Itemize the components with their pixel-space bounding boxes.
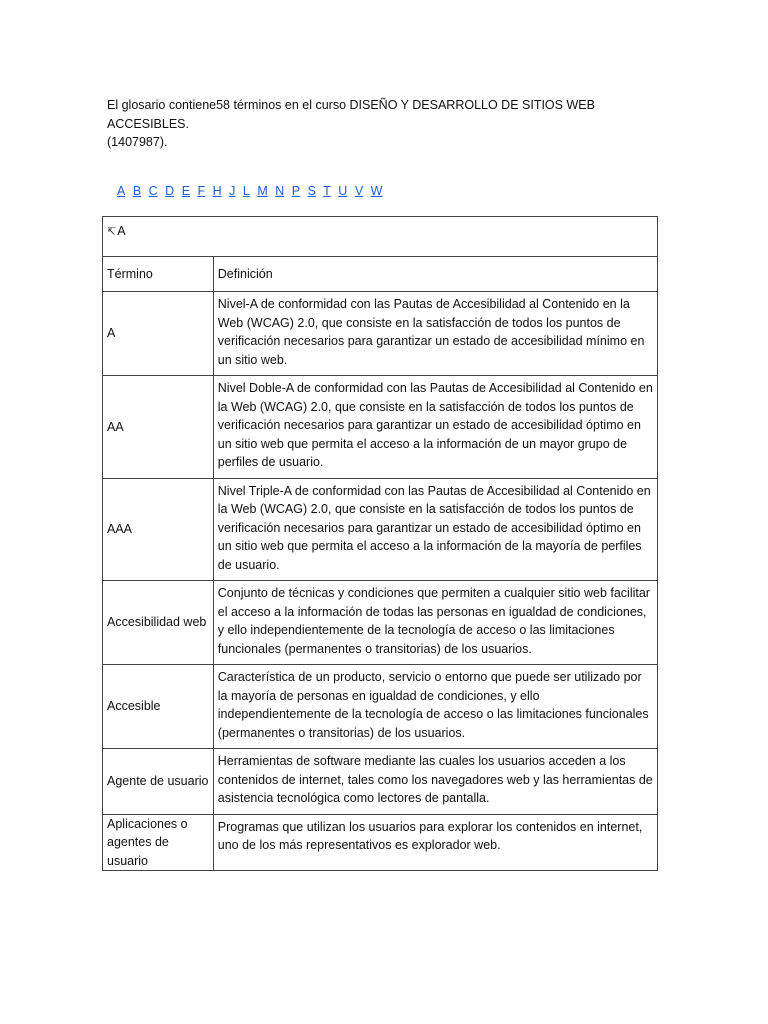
definition-cell: Nivel Doble-A de conformidad con las Pautas de Accesibilidad al Contenido en la Web (WCAG) 2.0, que consiste en la satisfacción de todos los puntos de verificación necesarios para garantizar un estado de accesibilidad óptimo en un sitio web que permita el acceso a la información de un mayor grupo de perfiles de usuario. xyxy=(213,376,657,479)
alpha-link-s[interactable]: S xyxy=(307,184,316,198)
alpha-link-b[interactable]: B xyxy=(132,184,142,198)
term-cell: AA xyxy=(103,376,214,479)
alpha-link-d[interactable]: D xyxy=(165,184,175,198)
table-row xyxy=(103,376,658,479)
term-cell: Agente de usuario xyxy=(103,749,214,815)
definition-cell: Característica de un producto, servicio o entorno que puede ser utilizado por la mayoría de personas en igualdad de condiciones, y ello independientemente de la tecnología de acceso o las limitaciones funcionales (permanentes o transitorias) de los usuarios. xyxy=(213,665,657,749)
alpha-link-a[interactable]: A xyxy=(117,184,126,198)
table-row xyxy=(103,665,658,749)
back-to-top-arrow-icon[interactable]: ↸ xyxy=(107,226,117,238)
definition-cell: Nivel-A de conformidad con las Pautas de Accesibilidad al Contenido en la Web (WCAG) 2.0, que consiste en la satisfacción de todos los puntos de verificación necesarios para garantizar un estado de accesibilidad mínimo en un sitio web. xyxy=(213,292,657,376)
intro-line-1: El glosario contiene58 términos en el curso DISEÑO Y DESARROLLO DE SITIOS WEB ACCESIBLES. xyxy=(107,98,595,131)
term-cell: Accesibilidad web xyxy=(103,581,214,665)
definition-cell: Conjunto de técnicas y condiciones que permiten a cualquier sitio web facilitar el acceso a la información de todas las personas en igualdad de condiciones, y ello independientemente de la tecnología de acceso o las limitaciones funcionales (permanentes o transitorias) de los usuarios. xyxy=(213,581,657,665)
table-row xyxy=(103,749,658,815)
alpha-link-m[interactable]: M xyxy=(257,184,268,198)
alpha-link-p[interactable]: P xyxy=(291,184,301,198)
alphabet-navigation xyxy=(117,184,386,198)
alpha-link-j[interactable]: J xyxy=(229,184,236,198)
section-letter: A xyxy=(117,224,126,238)
term-cell: AAA xyxy=(103,478,214,581)
term-cell: Aplicaciones o agentes de usuario xyxy=(103,814,214,871)
alpha-link-l[interactable]: L xyxy=(242,184,250,198)
section-header-row xyxy=(103,217,658,257)
definition-cell: Herramientas de software mediante las cuales los usuarios acceden a los contenidos de internet, tales como los navegadores web y las herramientas de asistencia tecnológica como lectores de pantalla. xyxy=(213,749,657,815)
alpha-link-e[interactable]: E xyxy=(181,184,191,198)
term-cell: A xyxy=(103,292,214,376)
alpha-link-h[interactable]: H xyxy=(212,184,222,198)
definition-cell: Programas que utilizan los usuarios para explorar los contenidos en internet, uno de los más representativos es explorador web. xyxy=(213,814,657,871)
glossary-intro xyxy=(107,96,667,152)
column-header-definition: Definición xyxy=(213,257,657,292)
table-row xyxy=(103,478,658,581)
table-row xyxy=(103,292,658,376)
alpha-link-c[interactable]: C xyxy=(148,184,158,198)
term-cell: Accesible xyxy=(103,665,214,749)
alpha-link-w[interactable]: W xyxy=(370,184,383,198)
table-row xyxy=(103,581,658,665)
definition-cell: Nivel Triple-A de conformidad con las Pautas de Accesibilidad al Contenido en la Web (WCAG) 2.0, que consiste en la satisfacción de todos los puntos de verificación necesarios para garantizar un estado de accesibilidad óptimo en un sitio web que permita el acceso a la información de la mayoría de perfiles de usuario. xyxy=(213,478,657,581)
table-header-row xyxy=(103,257,658,292)
intro-line-2: (1407987). xyxy=(107,135,168,149)
glossary-table xyxy=(102,216,658,871)
alpha-link-t[interactable]: T xyxy=(323,184,331,198)
alpha-link-n[interactable]: N xyxy=(275,184,285,198)
section-header-cell xyxy=(103,217,658,257)
table-row xyxy=(103,814,658,871)
column-header-term: Término xyxy=(103,257,214,292)
alpha-link-f[interactable]: F xyxy=(197,184,206,198)
alpha-link-v[interactable]: V xyxy=(354,184,364,198)
alpha-link-u[interactable]: U xyxy=(338,184,348,198)
